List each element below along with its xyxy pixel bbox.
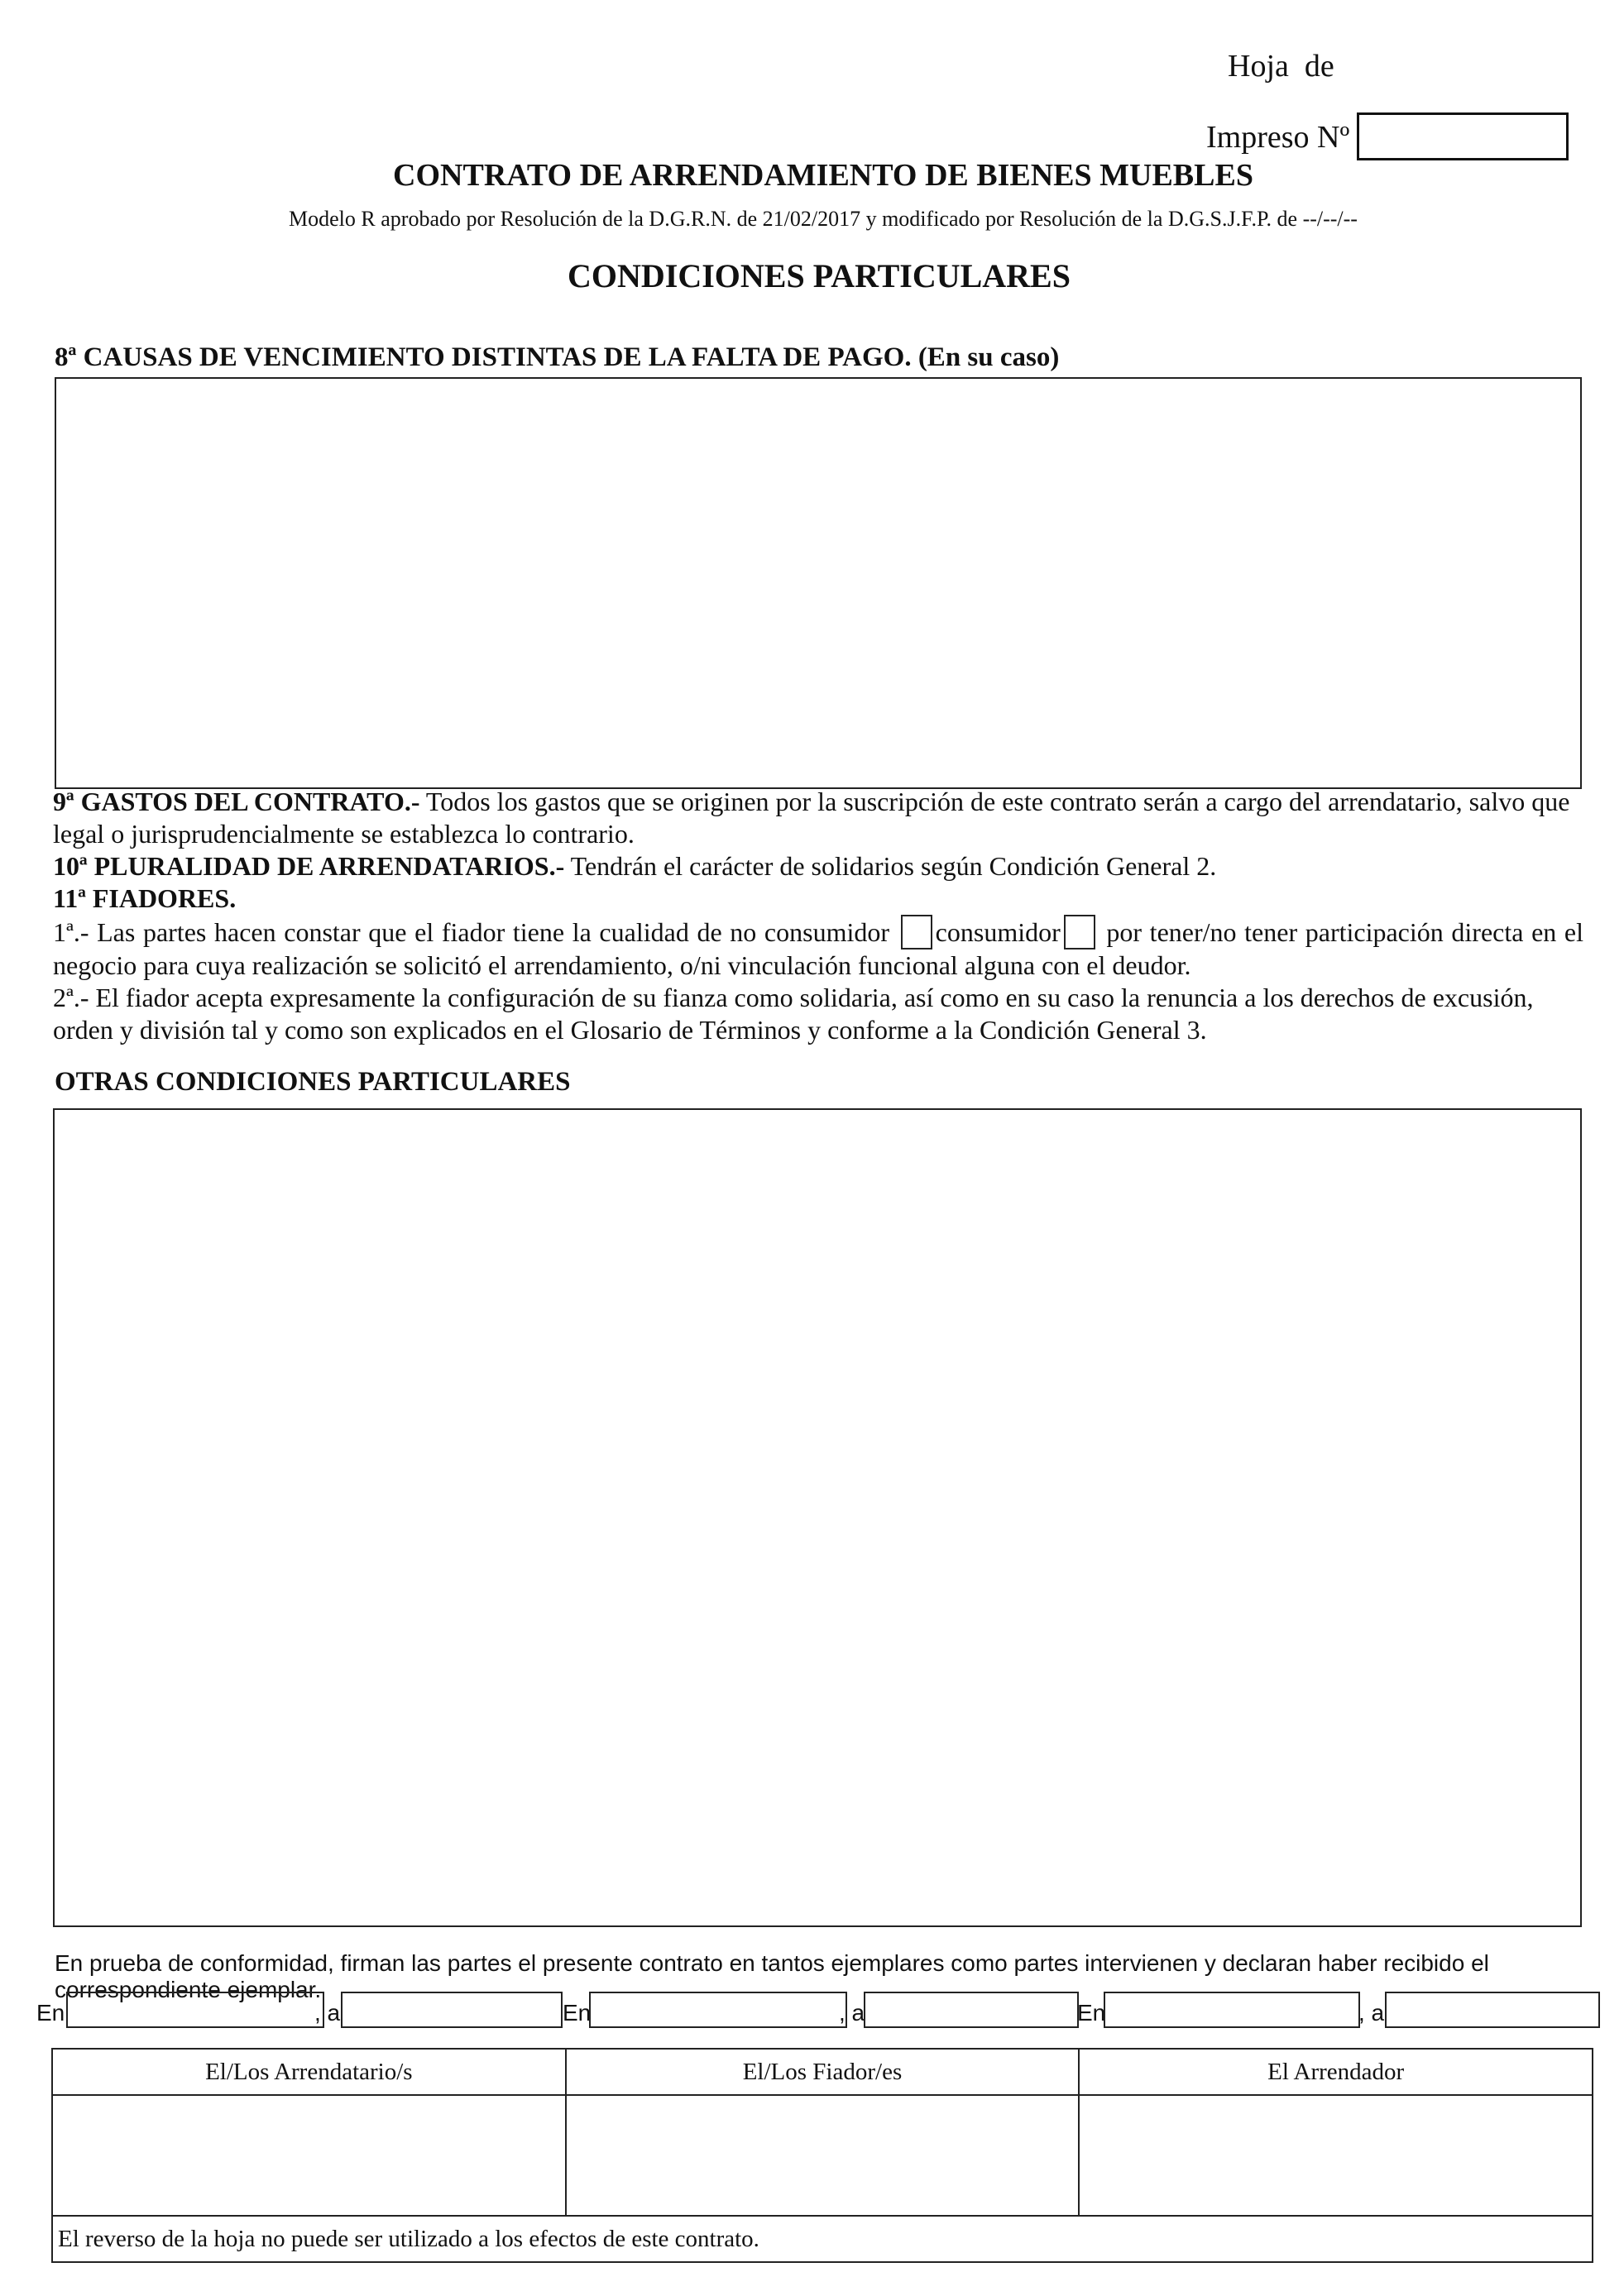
signature-box-arrendador[interactable]: [1079, 2095, 1593, 2216]
clause-11-p1-end: por tener/no tener participación directa en el negocio para cuya realización se solicitó el arrendamiento, o/ni vinculación funcional alguna con el deudor.: [53, 917, 1584, 980]
reverse-notice: El reverso de la hoja no puede ser utilizado a los efectos de este contrato.: [52, 2216, 1593, 2262]
clause-9-text: Todos los gastos que se originen por la suscripción de este contrato serán a cargo del arrendatario, salvo que legal o jurisprudencialmente se establezca lo contrario.: [53, 787, 1570, 849]
place-label-2: En: [563, 2000, 592, 2026]
section-title-condiciones: CONDICIONES PARTICULARES: [568, 257, 1071, 294]
date-field-1[interactable]: [341, 1992, 563, 2028]
consumidor-label: consumidor: [935, 917, 1061, 947]
form-number-field[interactable]: [1357, 112, 1569, 160]
signature-header-arrendador: El Arrendador: [1079, 2049, 1593, 2095]
signing-place-date-row: [36, 1992, 1608, 2031]
date-label-2: , a: [839, 2000, 865, 2026]
otras-condiciones-heading: OTRAS CONDICIONES PARTICULARES: [55, 1067, 571, 1097]
signature-header-fiador: El/Los Fiador/es: [566, 2049, 1080, 2095]
section-8-text-area[interactable]: [55, 377, 1582, 789]
date-field-3[interactable]: [1385, 1992, 1600, 2028]
clause-11-heading: 11ª FIADORES.: [53, 883, 237, 913]
section-8-heading: 8ª CAUSAS DE VENCIMIENTO DISTINTAS DE LA FALTA DE PAGO. (En su caso): [55, 342, 1060, 372]
signatures-table: [51, 2048, 1593, 2263]
place-field-2[interactable]: [589, 1992, 847, 2028]
clause-9: [53, 786, 1583, 850]
place-label-1: En: [36, 2000, 65, 2026]
document-title: CONTRATO DE ARRENDAMIENTO DE BIENES MUEBLES: [393, 158, 1253, 193]
clause-10-text: Tendrán el carácter de solidarios según Condición General 2.: [564, 851, 1217, 881]
place-label-3: En: [1077, 2000, 1106, 2026]
clause-9-heading: 9ª GASTOS DEL CONTRATO.-: [53, 787, 420, 816]
no-consumidor-checkbox[interactable]: [901, 915, 932, 949]
signature-box-arrendatario[interactable]: [52, 2095, 566, 2216]
clauses-block: [53, 786, 1583, 1046]
form-number-label: Impreso Nº: [1206, 120, 1350, 155]
otras-condiciones-text-area[interactable]: [53, 1108, 1582, 1927]
place-field-3[interactable]: [1104, 1992, 1360, 2028]
document-subtitle: Modelo R aprobado por Resolución de la D.G.R.N. de 21/02/2017 y modificado por Resolución de la D.G.S.J.F.P. de --/--/--: [289, 207, 1358, 231]
clause-10: [53, 850, 1583, 883]
clause-11-p1-start: 1ª.- Las partes hacen constar que el fiador tiene la cualidad de no consumidor: [53, 917, 890, 947]
date-label-3: , a: [1358, 2000, 1385, 2026]
clause-11-p2: 2ª.- El fiador acepta expresamente la configuración de su fianza como solidaria, así como en su caso la renuncia a los derechos de excusión, orden y división tal y como son explicados en el Glosario de Términos y conforme a la Condición General 3.: [53, 983, 1534, 1045]
place-field-1[interactable]: [66, 1992, 324, 2028]
date-label-1: , a: [314, 2000, 341, 2026]
signature-box-fiador[interactable]: [566, 2095, 1080, 2216]
date-field-2[interactable]: [864, 1992, 1079, 2028]
clause-11-p1: [53, 915, 1583, 982]
clause-10-heading: 10ª PLURALIDAD DE ARRENDATARIOS.-: [53, 851, 565, 881]
consumidor-checkbox[interactable]: [1064, 915, 1095, 949]
conformity-statement: En prueba de conformidad, firman las partes el presente contrato en tantos ejemplares como partes intervienen y declaran haber recibido el correspondiente ejemplar.: [55, 1950, 1489, 2002]
signature-header-arrendatario: El/Los Arrendatario/s: [52, 2049, 566, 2095]
sheet-number-label: Hoja de: [1228, 49, 1334, 84]
